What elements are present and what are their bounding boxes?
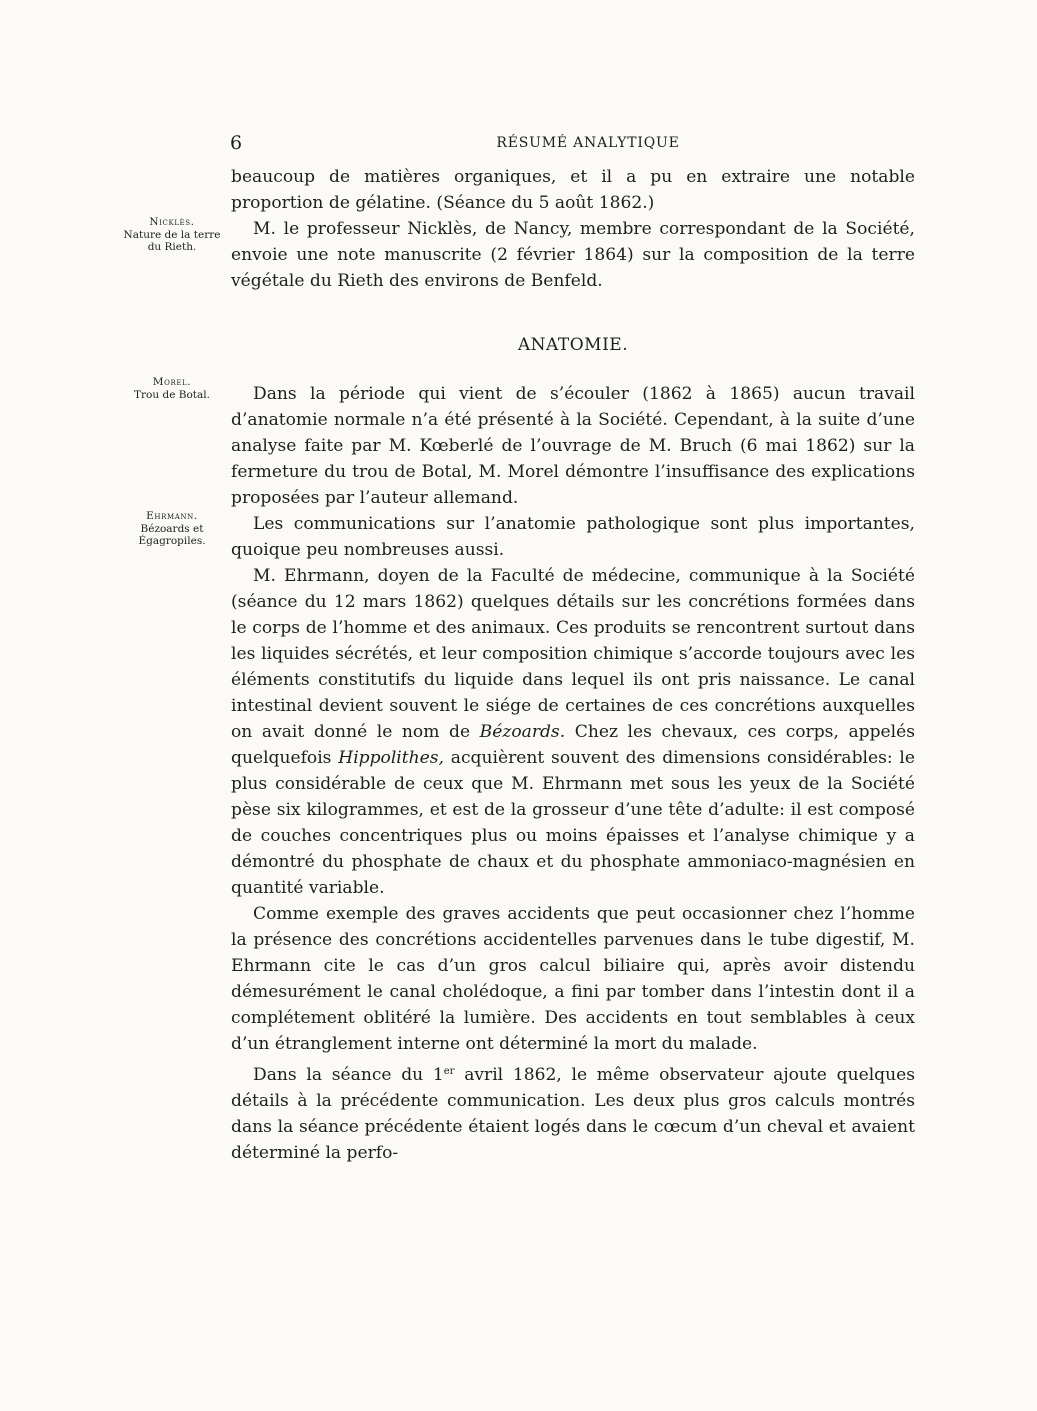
margin-note-ehrmann bbox=[122, 510, 222, 548]
italic-term: Bézoards. bbox=[479, 722, 566, 742]
margin-note-text: Nature de la terre du Rieth. bbox=[123, 228, 221, 253]
margin-note-name: Ehrmann. bbox=[146, 510, 198, 522]
margin-note-text: Bézoards et Égagropiles. bbox=[138, 522, 206, 547]
text-run: avril 1862, le même observateur ajoute quelques détails à la précédente communication. Les deux plus gros calculs montrés dans la séance précédente étaient logés dans le cœcum d’un cheval et avaient déterminé la perfo- bbox=[231, 1065, 915, 1163]
paragraph bbox=[231, 1062, 915, 1166]
paragraph bbox=[231, 563, 915, 901]
paragraph: Dans la période qui vient de s’écouler (1862 à 1865) aucun travail d’anatomie normale n’a été présenté à la Société. Cependant, à la suite d’une analyse faite par M. Kœberlé de l’ouvrage de M. Bruch (6 mai 1862) sur la fermeture du trou de Botal, M. Morel démontre l’insuffisance des explications proposées par l’auteur allemand. bbox=[231, 384, 915, 508]
page-number: 6 bbox=[230, 132, 243, 154]
margin-note-morel bbox=[122, 376, 222, 401]
text-run: acquièrent souvent des dimensions considérables: le plus considérable de ceux que M. Ehrmann met sous les yeux de la Société pèse six kilogrammes, et est de la grosseur d’une tête d’adulte: il est composé de couches concentriques plus ou moins épaisses et l’analyse chimique y a démontré du phosphate de chaux et du phosphate ammoniaco-magnésien en quantité variable. bbox=[231, 748, 916, 898]
italic-term: Hippolithes, bbox=[338, 748, 444, 768]
paragraph: beaucoup de matières organiques, et il a pu en extraire une notable proportion de gélatine. (Séance du 5 août 1862.) bbox=[231, 167, 915, 213]
margin-note-text: Trou de Botal. bbox=[134, 388, 210, 401]
margin-note-name: Nicklès. bbox=[149, 216, 195, 228]
text-run: Chez les chevaux, ces corps, appelés quelquefois bbox=[231, 722, 915, 768]
section-heading: ANATOMIE. bbox=[517, 335, 629, 355]
text-run: M. Ehrmann, doyen de la Faculté de médecine, communique à la Société (séance du 12 mars 1862) quelques détails sur les concrétions formées dans le corps de l’homme et des animaux. Ces produits se rencontrent surtout dans les liquides sécrétés, et leur composition chimique s’accorde toujours avec les éléments constitutifs du liquide dans lequel ils ont pris naissance. Le canal intestinal devient souvent le siége de certaines de ces concrétions auxquelles on avait donné le nom de bbox=[231, 566, 915, 742]
text-block-main bbox=[231, 381, 915, 1166]
superscript: er bbox=[443, 1066, 455, 1077]
paragraph: Les communications sur l’anatomie pathologique sont plus importantes, quoique peu nombreuses aussi. bbox=[231, 514, 915, 560]
text-block-top bbox=[231, 164, 915, 294]
running-title: RÉSUMÉ ANALYTIQUE bbox=[496, 135, 680, 151]
page-header bbox=[230, 132, 916, 156]
margin-note-name: Morel. bbox=[152, 376, 192, 388]
margin-note-nickles bbox=[122, 216, 222, 254]
paragraph: M. le professeur Nicklès, de Nancy, membre correspondant de la Société, envoie une note manuscrite (2 février 1864) sur la composition de la terre végétale du Rieth des environs de Benfeld. bbox=[231, 219, 915, 291]
text-run: Dans la séance du 1 bbox=[253, 1065, 444, 1085]
paragraph: Comme exemple des graves accidents que peut occasionner chez l’homme la présence des concrétions accidentelles parvenues dans le tube digestif, M. Ehrmann cite le cas d’un gros calcul biliaire qui, après avoir distendu démesurément le canal cholédoque, a fini par tomber dans l’intestin dont il a complétement oblitéré la lumière. Des accidents en tout semblables à ceux d’un étranglement interne ont déterminé la mort du malade. bbox=[231, 904, 915, 1054]
